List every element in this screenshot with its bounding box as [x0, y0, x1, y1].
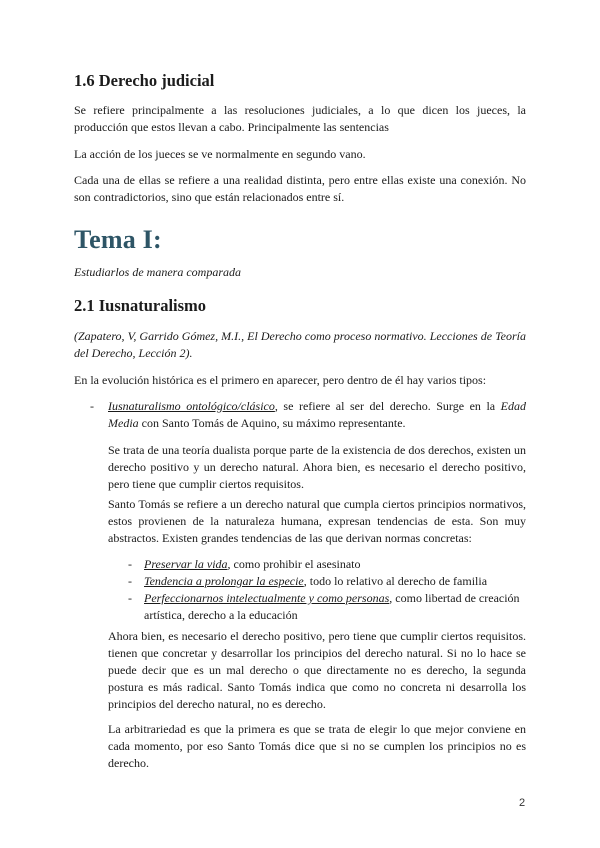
paragraph-santo-tomas: Santo Tomás se refiere a un derecho natural que cumpla ciertos principios normativos, estos provienen de la naturaleza humana, expresan tendencias de esta. Son muy abstractos. Existen grandes tendencias de las que derivan normas concretas:: [108, 497, 526, 545]
paragraph-arbitrariedad: La arbitrariedad es que la primera es que se trata de elegir lo que mejor conviene en cada momento, por eso Santo Tomás dice que si no se cumplen los principios no es derecho.: [108, 722, 526, 770]
term-edad-media: Edad Media: [108, 399, 526, 430]
paragraph-derecho-positivo-requisitos: Ahora bien, es necesario el derecho positivo, pero tiene que cumplir ciertos requisitos. tienen que concretar y desarrollar los principios del derecho natural. Si no lo hace se puede decir que es un mal derecho o que directamente no es derecho, la segunda postura es más radical. Santo Tomás indica que como no concreta ni desarrolla los principios del derecho natural, no es derecho.: [108, 629, 526, 711]
sub-bullet-dash: -: [128, 557, 132, 571]
bullet-iusnaturalismo-ontologico: Iusnaturalismo ontológico/clásico, se refiere al ser del derecho. Surge en la Edad Media con Santo Tomás de Aquino, su máximo representante.: [108, 399, 526, 430]
paragraph-teoria-dualista: Se trata de una teoría dualista porque parte de la existencia de dos derechos, existen un derecho positivo y un derecho natural. Ahora bien, es necesario el derecho positivo, pero tiene que cumplir ciertos requisitos.: [108, 443, 526, 491]
paragraph-accion-jueces: La acción de los jueces se ve normalmente en segundo vano.: [74, 147, 366, 161]
paragraph-derecho-judicial-definition: Se refiere principalmente a las resoluciones judiciales, a lo que dicen los jueces, la producción que estos llevan a cabo. Principalmente las sentencias: [74, 103, 526, 134]
citation: (Zapatero, V, Garrido Gómez, M.I., El Derecho como proceso normativo. Lecciones de Teoría del Derecho, Lección 2).: [74, 329, 526, 360]
sub-item-perfeccionarnos: Perfeccionarnos intelectualmente y como personas, como libertad de creación artística, derecho a la educación: [144, 591, 520, 622]
tema-subtitle: Estudiarlos de manera comparada: [74, 265, 241, 279]
sub-item-preservar-vida: Preservar la vida, como prohibir el asesinato: [144, 557, 361, 571]
page-number: 2: [519, 797, 526, 809]
term-iusnaturalismo-ontologico: Iusnaturalismo ontológico/clásico: [108, 399, 275, 413]
sub-bullet-dash: -: [128, 574, 132, 588]
paragraph-evolucion: En la evolución histórica es el primero en aparecer, pero dentro de él hay varios tipos:: [74, 373, 487, 387]
sub-item-prolongar-especie: Tendencia a prolongar la especie, todo lo relativo al derecho de familia: [144, 574, 488, 588]
sub-bullet-dash: -: [128, 591, 132, 605]
tema-title: Tema I:: [74, 225, 162, 254]
heading-iusnaturalismo: 2.1 Iusnaturalismo: [74, 296, 207, 315]
bullet-dash: -: [90, 399, 94, 413]
paragraph-conexion: Cada una de ellas se refiere a una realidad distinta, pero entre ellas existe una conexión. No son contradictorios, sino que están relacionados entre sí.: [74, 173, 526, 204]
heading-derecho-judicial: 1.6 Derecho judicial: [74, 71, 215, 90]
